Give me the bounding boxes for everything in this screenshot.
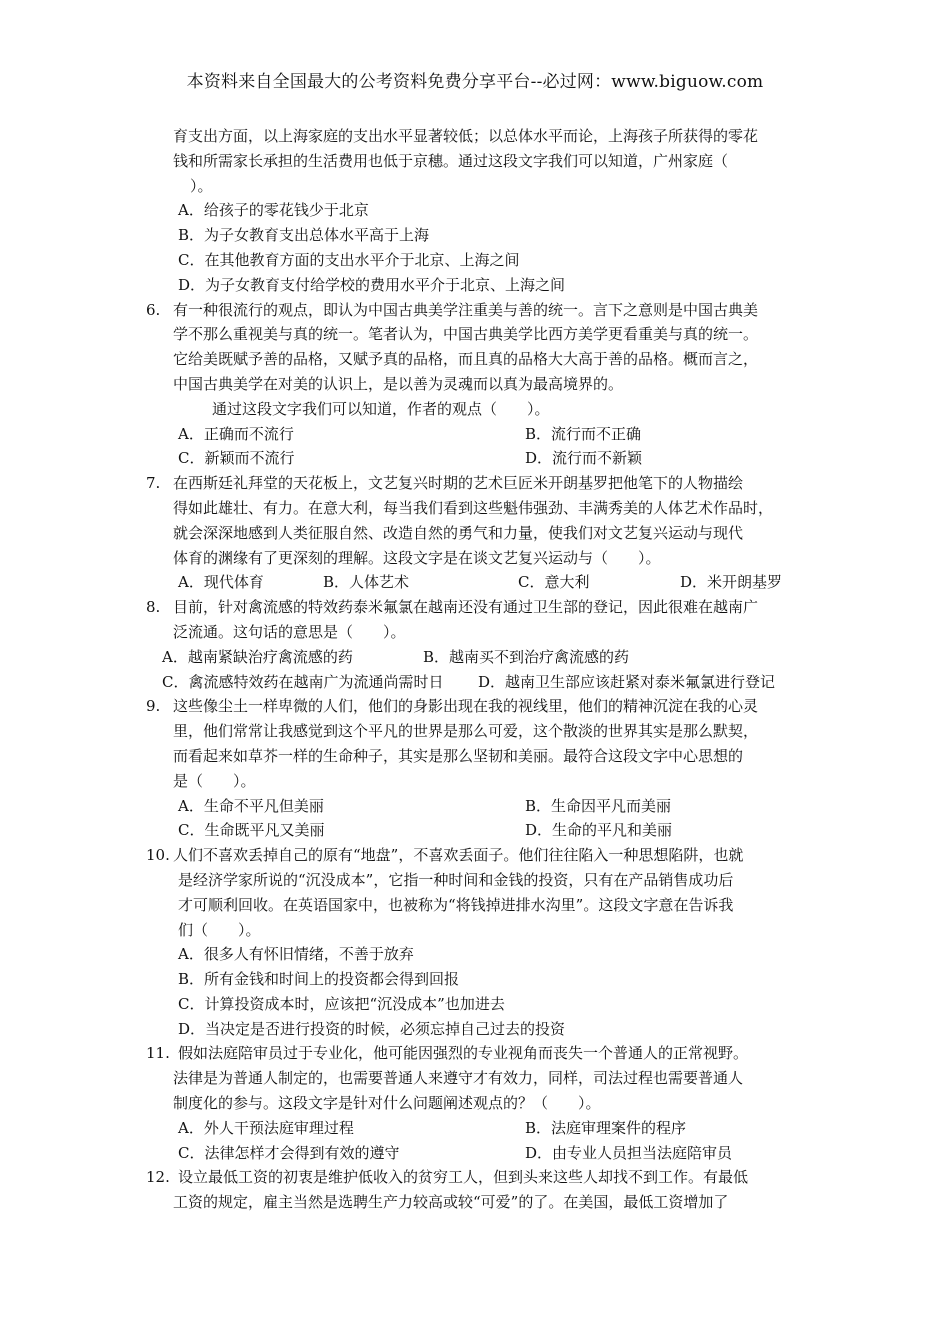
q7-option-c: C．意大利 [518, 573, 590, 592]
q8-line [140, 595, 820, 620]
q6-line: 学不那么重视美与真的统一。笔者认为，中国古典美学比西方美学更看重美与真的统一。 [173, 325, 759, 344]
q9-line: 里，他们常常让我感觉到这个平凡的世界是那么可爱，这个散淡的世界其实是那么默契， [173, 722, 759, 741]
q9-option-d: D．生命的平凡和美丽 [525, 821, 673, 840]
question-9 [140, 694, 820, 843]
q6-options-row [140, 422, 820, 447]
q8-option-b: B．越南买不到治疗禽流感的药 [423, 647, 630, 666]
question-8 [140, 595, 820, 694]
q9-text: 这些像尘土一样卑微的人们，他们的身影出现在我的视线里，他们的精神沉淀在我的心灵 [173, 697, 759, 716]
q11-line: 制度化的参与。这段文字是针对什么问题阐述观点的？（ ）。 [173, 1094, 601, 1113]
q8-text: 目前，针对禽流感的特效药泰米氟氯在越南还没有通过卫生部的登记，因此很难在越南广 [173, 598, 759, 617]
q6-number: 6. [146, 300, 161, 319]
q7-option-b: B．人体艺术 [323, 573, 410, 592]
q8-option-c: C．禽流感特效药在越南广为流通尚需时日 [162, 672, 444, 691]
q9-line: 而看起来如草芥一样的生命种子，其实是那么坚韧和美丽。最符合这段文字中心思想的 [173, 746, 744, 765]
q7-options-row [140, 570, 820, 595]
q10-option-c: C．计算投资成本时，应该把“沉没成本”也加进去 [178, 994, 505, 1013]
q10-line [140, 843, 820, 868]
q8-line: 泛流通。这句话的意思是（ ）。 [173, 622, 406, 641]
question-11 [140, 1041, 820, 1165]
q6-line: 它给美既赋予善的品格，又赋予真的品格，而且真的品格大大高于善的品格。概而言之， [173, 350, 759, 369]
q6-text: 有一种很流行的观点，即认为中国古典美学注重美与善的统一。言下之意则是中国古典美 [173, 300, 759, 319]
q8-options-row [140, 670, 820, 695]
q10-line: 们（ ）。 [178, 920, 261, 939]
q11-text: 假如法庭陪审员过于专业化，他可能因强烈的专业视角而丧失一个普通人的正常视野。 [178, 1044, 749, 1063]
q6-options-row [140, 446, 820, 471]
q6-line: 中国古典美学在对美的认识上，是以善为灵魂而以真为最高境界的。 [173, 374, 624, 393]
q9-line [140, 694, 820, 719]
question-6 [140, 298, 820, 472]
q8-option-d: D．越南卫生部应该赶紧对泰米氟氯进行登记 [478, 672, 776, 691]
q11-option-c: C．法律怎样才会得到有效的遵守 [178, 1143, 400, 1162]
q11-options-row [140, 1116, 820, 1141]
q10-option-b: B．所有金钱和时间上的投资都会得到回报 [178, 970, 460, 989]
q11-option-d: D．由专业人员担当法庭陪审员 [525, 1143, 733, 1162]
question-10 [140, 843, 820, 1041]
q6-option-b: B．流行而不正确 [525, 424, 642, 443]
q9-options-row [140, 794, 820, 819]
q9-option-c: C．生命既平凡又美丽 [178, 821, 325, 840]
q5-line: ）。 [190, 176, 213, 195]
q10-option-d: D．当决定是否进行投资的时候，必须忘掉自己过去的投资 [178, 1019, 566, 1038]
q8-options-row [140, 645, 820, 670]
q11-option-a: A．外人干预法庭审理过程 [178, 1118, 354, 1137]
q6-prompt: 通过这段文字我们可以知道，作者的观点（ ）。 [212, 399, 550, 418]
document-body [140, 124, 820, 1215]
q7-text: 在西斯廷礼拜堂的天花板上，文艺复兴时期的艺术巨匠米开朗基罗把他笔下的人物描绘 [173, 474, 744, 493]
q10-option-a: A．很多人有怀旧情绪，不善于放弃 [178, 945, 414, 964]
q12-text: 设立最低工资的初衷是维护低收入的贫穷工人，但到头来这些人却找不到工作。有最低 [178, 1168, 749, 1187]
q7-line: 就会深深地感到人类征服自然、改造自然的勇气和力量，使我们对文艺复兴运动与现代 [173, 523, 744, 542]
q5-option-c: C．在其他教育方面的支出水平介于北京、上海之间 [178, 250, 520, 269]
q6-line [140, 298, 820, 323]
q11-option-b: B．法庭审理案件的程序 [525, 1118, 687, 1137]
q9-line: 是（ ）。 [173, 771, 256, 790]
q8-option-a: A．越南紧缺治疗禽流感的药 [162, 647, 353, 666]
q7-option-a: A．现代体育 [178, 573, 264, 592]
q8-number: 8. [146, 598, 161, 617]
q7-number: 7. [146, 474, 161, 493]
q6-option-a: A．正确而不流行 [178, 424, 294, 443]
q11-number: 11. [146, 1044, 170, 1063]
q10-number: 10. [146, 846, 170, 865]
q5-option-b: B．为子女教育支出总体水平高于上海 [178, 226, 430, 245]
question-12 [140, 1165, 820, 1215]
q6-option-d: D．流行而不新颖 [525, 449, 643, 468]
q7-line: 得如此雄壮、有力。在意大利，每当我们看到这些魁伟强劲、丰满秀美的人体艺术作品时， [173, 498, 774, 517]
q11-line: 法律是为普通人制定的，也需要普通人来遵守才有效力，同样，司法过程也需要普通人 [173, 1069, 744, 1088]
q9-option-b: B．生命因平凡而美丽 [525, 796, 672, 815]
q12-line: 工资的规定，雇主当然是选聘生产力较高或较“可爱”的了。在美国，最低工资增加了 [173, 1193, 729, 1212]
q7-line: 体育的渊缘有了更深刻的理解。这段文字是在谈文艺复兴运动与（ ）。 [173, 548, 661, 567]
q11-line [140, 1041, 820, 1066]
q7-line [140, 471, 820, 496]
page-header: 本资料来自全国最大的公考资料免费分享平台--必过网：www.biguow.com [186, 72, 764, 92]
q7-option-d: D．米开朗基罗 [680, 573, 783, 592]
question-7 [140, 471, 820, 595]
q5-option-a: A．给孩子的零花钱少于北京 [178, 201, 369, 220]
q5-line: 育支出方面，以上海家庭的支出水平显著较低；以总体水平而论，上海孩子所获得的零花 [173, 127, 759, 145]
q9-options-row [140, 818, 820, 843]
q9-option-a: A．生命不平凡但美丽 [178, 796, 324, 815]
q9-number: 9. [146, 697, 161, 716]
q6-option-c: C．新颖而不流行 [178, 449, 295, 468]
q12-number: 12. [146, 1168, 170, 1187]
q5-option-d: D．为子女教育支付给学校的费用水平介于北京、上海之间 [178, 275, 566, 294]
q10-text: 人们不喜欢丢掉自己的原有“地盘”，不喜欢丢面子。他们往往陷入一种思想陷阱，也就 [173, 846, 744, 865]
q12-line [140, 1165, 820, 1190]
q10-line: 才可顺利回收。在英语国家中，也被称为“将钱掉进排水沟里”。这段文字意在告诉我 [178, 895, 734, 914]
question-5 [140, 124, 820, 298]
q10-line: 是经济学家所说的“沉没成本”，它指一种时间和金钱的投资，只有在产品销售成功后 [178, 870, 734, 889]
q5-line: 钱和所需家长承担的生活费用也低于京穗。通过这段文字我们可以知道，广州家庭（ [173, 151, 729, 170]
q11-options-row [140, 1141, 820, 1166]
